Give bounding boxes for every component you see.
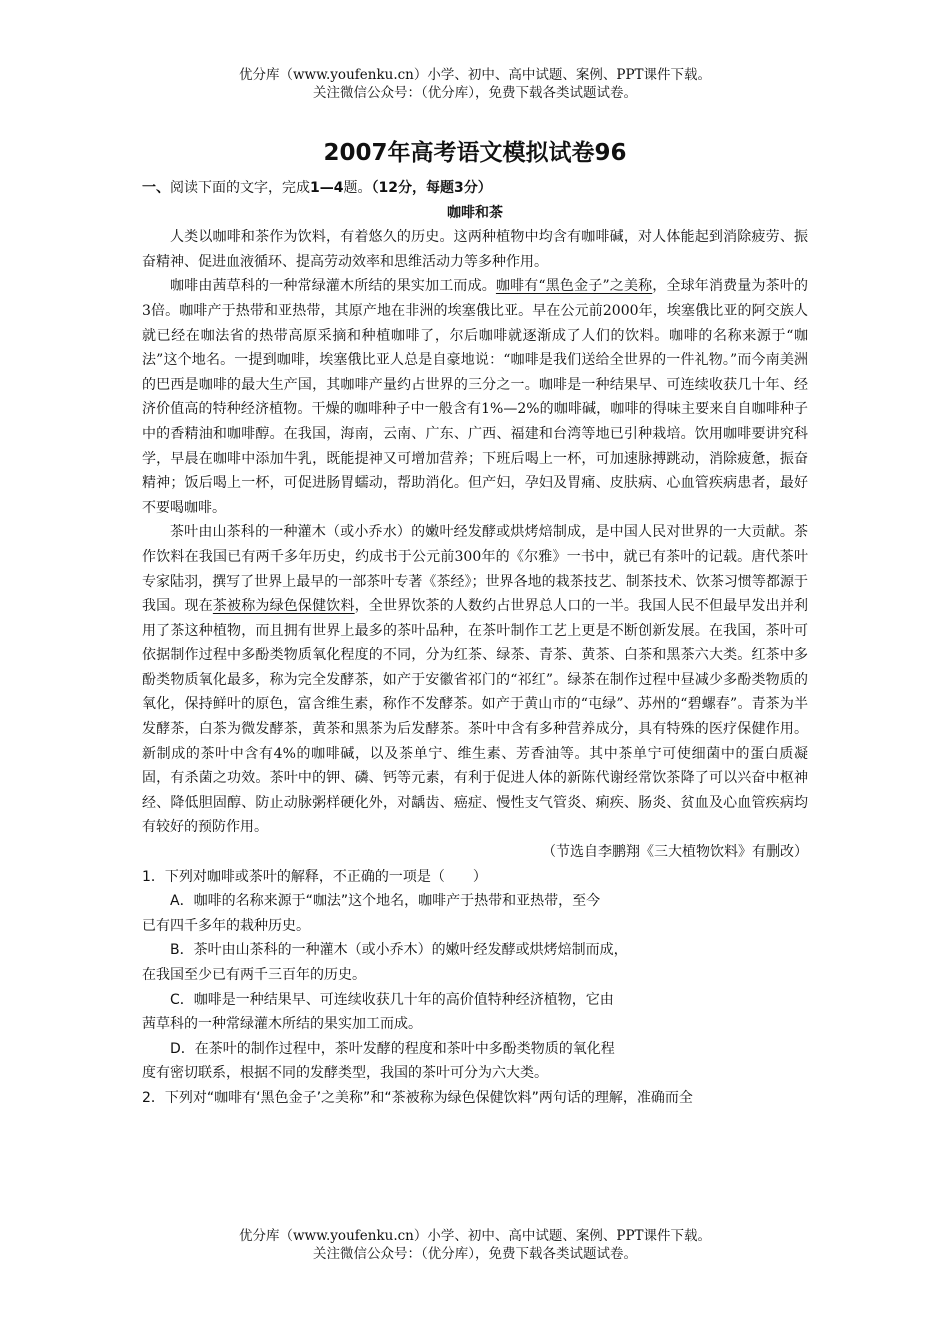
question-1-option-d: D．在茶叶的制作过程中，茶叶发酵的程度和茶叶中多酚类物质的氧化程 — [170, 1040, 615, 1057]
page-header — [0, 66, 950, 102]
question-1-option-a-cont: 已有四千多年的栽种历史。 — [142, 917, 310, 934]
article-paragraph-1: 人类以咖啡和茶作为饮料，有着悠久的历史。这两种植物中均含有咖啡碱，对人体能起到消除疲劳、振奋精神、促进血液循环、提高劳动效率和思维活动力等多种作用。 — [142, 229, 808, 270]
article-source: （节选自李鹏翔《三大植物饮料》有删改） — [542, 844, 808, 861]
document-body — [142, 176, 808, 1111]
header-line-2: 关注微信公众号：（优分库），免费下载各类试题试卷。 — [313, 85, 637, 101]
article-paragraph-3 — [142, 520, 808, 840]
question-1-option-c-cont: 茜草科的一种常绿灌木所结的果实加工而成。 — [142, 1016, 422, 1033]
paragraph-3-rest: ，全世界饮茶的人数约占世界总人口的一半。我国人民不但最早发出并利用了茶这种植物，而且拥有世界上最多的茶叶品种，在茶叶制作工艺上更是不断创新发展。在我国，茶叶可依据制作过程中多酚类物质氧化程度的不同，分为红茶、绿茶、青茶、黄茶、白茶和黑茶六大类。红茶中多酚类物质氧化最多，称为完全发酵茶，如产于安徽省祁门的“祁红”。绿茶在制作过程中昼减少多酚类物质的氧化，保持鲜叶的原色，富含维生素，称作不发酵茶。如产于黄山市的“屯绿”、苏州的“碧螺春”。青茶为半发酵茶，白茶为微发酵茶，黄茶和黑茶为后发酵茶。茶叶中含有多种营养成分，具有特殊的医疗保健作用。新制成的茶叶中含有4%的咖啡碱，以及茶单宁、维生素、芳香油等。其中茶单宁可使细菌中的蛋白质凝固，有杀菌之功效。茶叶中的钾、磷、钙等元素，有利于促进人体的新陈代谢经常饮茶降了可以兴奋中枢神经、降低胆固醇、防止动脉粥样硬化外，对龋齿、癌症、慢性支气管炎、痢疾、肠炎、贫血及心血管疾病均有较好的预防作用。 — [142, 598, 809, 836]
question-1-option-b: B．茶叶由山茶科的一种灌木（或小乔木）的嫩叶经发酵或烘烤焙制而成， — [170, 942, 628, 959]
section-score: （12分，每题3分） — [371, 180, 492, 196]
section-range: 1—4 — [310, 180, 344, 196]
section-1-instruction — [142, 176, 808, 201]
underlined-phrase-coffee: 咖啡有“黑色金子”之美称 — [495, 278, 653, 295]
question-1-option-d-cont: 度有密切联系，根据不同的发酵类型，我国的茶叶可分为六大类。 — [142, 1065, 548, 1082]
section-suffix: 题。 — [343, 180, 372, 196]
paragraph-2-start: 咖啡由茜草科的一种常绿灌木所结的果实加工而成。 — [170, 278, 496, 295]
exam-title: 2007年高考语文模拟试卷96 — [323, 140, 627, 166]
paragraph-2-rest: ，全球年消费量为茶叶的3倍。咖啡产于热带和亚热带，其原产地在非洲的埃塞俄比亚。早在公元前2000年，埃塞俄比亚的阿交族人就已经在咖法省的热带高原采摘和种植咖啡了，尔后咖啡就逐渐成了人们的饮料。咖啡的名称来源于“咖法”这个地名。一提到咖啡，埃塞俄比亚人总是自豪地说：“咖啡是我们送给全世界的一件礼物。”而今南美洲的巴西是咖啡的最大生产国，其咖啡产量约占世界的三分之一。咖啡是一种结果早、可连续收获几十年、经济价值高的特种经济植物。干燥的咖啡种子中一般含有1%—2%的咖啡碱，咖啡的得味主要来自自咖啡种子中的香精油和咖啡醇。在我国，海南，云南、广东、广西、福建和台湾等地已引种栽培。饮用咖啡要讲究科学，早晨在咖啡中添加牛乳，既能提神又可增加营养；下班后喝上一杯，可加速脉搏跳动，消除疲惫，振奋精神；饭后喝上一杯，可促进肠胃蠕动，帮助消化。但产妇，孕妇及胃痛、皮肤病、心血管疾病患者，最好不要喝咖啡。 — [142, 278, 809, 516]
question-2-stem: 2．下列对“咖啡有‘黑色金子’之美称”和“茶被称为绿色保健饮料”两句话的理解，准确而全 — [142, 1089, 693, 1106]
footer-line-1: 优分库（www.youfenku.cn）小学、初中、高中试题、案例、PPT课件下载。 — [238, 1228, 712, 1244]
underlined-phrase-tea: 茶被称为绿色保健饮料 — [212, 598, 355, 615]
paragraph-3-start: 茶叶由山茶科的一种灌木（或小乔水）的嫩叶经发酵或烘烤焙制成，是中国人民对世界的一大贡献。茶作饮料在我国已有两千多年历史，约成书于公元前300年的《尔雅》一书中，就已有茶叶的记载。唐代茶叶专家陆羽，撰写了世界上最早的一部茶叶专著《茶经》；世界各地的栽茶技艺、制茶技术、饮茶习惯等都源于我国。现在 — [142, 524, 808, 615]
page-footer — [0, 1227, 950, 1263]
header-line-1: 优分库（www.youfenku.cn）小学、初中、高中试题、案例、PPT课件下载。 — [238, 67, 712, 83]
question-1-stem: 1．下列对咖啡或茶叶的解释，不正确的一项是（ ） — [142, 868, 487, 885]
article-title: 咖啡和茶 — [447, 204, 503, 221]
question-1-option-c: C．咖啡是一种结果早、可连续收获几十年的高价值特种经济植物，它由 — [170, 991, 614, 1008]
question-1-option-b-cont: 在我国至少已有两千三百年的历史。 — [142, 967, 366, 983]
article-paragraph-2 — [142, 274, 808, 520]
section-number: 一、 — [142, 180, 170, 196]
footer-line-2: 关注微信公众号：（优分库），免费下载各类试题试卷。 — [313, 1246, 637, 1262]
section-text: 阅读下面的文字，完成 — [170, 180, 310, 196]
question-1-option-a: A．咖啡的名称来源于“咖法”这个地名，咖啡产于热带和亚热带，至今 — [170, 893, 601, 910]
